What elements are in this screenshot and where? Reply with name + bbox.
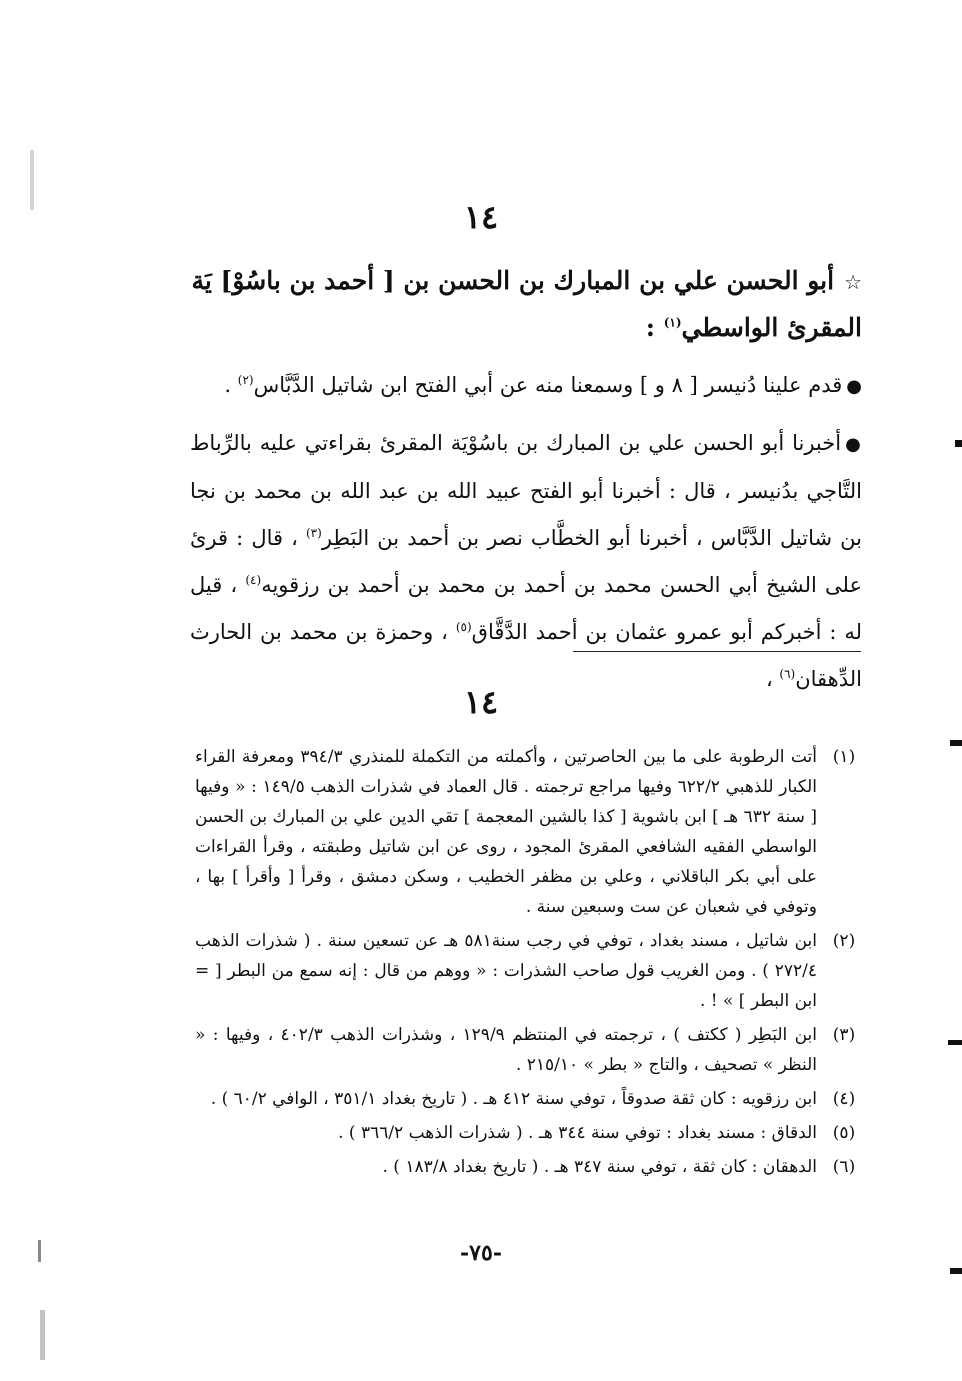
paragraph-2 bbox=[190, 420, 862, 703]
footnote bbox=[195, 1020, 871, 1080]
footnote-ref: (٣) bbox=[305, 526, 322, 540]
footnote-ref: (٥) bbox=[455, 620, 472, 634]
footnote bbox=[195, 1084, 871, 1114]
footnotes-entry-number: ١٤ bbox=[463, 683, 499, 721]
scan-mark bbox=[955, 440, 962, 447]
scan-speck bbox=[30, 150, 34, 210]
footnote bbox=[195, 1118, 871, 1148]
bullet-icon: ● bbox=[845, 434, 862, 455]
footnote-number: (٢) bbox=[832, 931, 856, 951]
footnote-text: ابن البَطِر ( ككتف ) ، ترجمته في المنتظم ١٢٩/٩ ، وشذرات الذهب ٤٠٢/٣ ، وفيها : « النظر » تصحيف ، والتاج « بطر » ٢١٥/١٠ . bbox=[195, 1025, 818, 1075]
heading-end: : bbox=[645, 313, 664, 342]
paragraph-1 bbox=[190, 362, 862, 410]
footnote-text: ابن شاتيل ، مسند بغداد ، توفي في رجب سنة٥٨١ هـ عن تسعين سنة . ( شذرات الذهب ٢٧٢/٤ ) . ومن الغريب قول صاحب الشذرات : « ووهم من قال : إنه سمع من البطر [ = ابن البطر ] » ! . bbox=[195, 931, 817, 1011]
footnote-number: (٦) bbox=[832, 1157, 856, 1177]
footnote-number: (٤) bbox=[832, 1089, 856, 1109]
page-number: -٧٥- bbox=[460, 1240, 502, 1266]
entry-heading bbox=[190, 258, 862, 351]
footnote-text: الدهقان : كان ثقة ، توفي سنة ٣٤٧ هـ . ( تاريخ بغداد ١٨٣/٨ ) . bbox=[382, 1157, 817, 1177]
footnote bbox=[195, 1152, 871, 1182]
paragraph-text: أخبرنا أبو الحسن علي بن المبارك بن باسُوْيَة المقرئ بقراءتي عليه بالرِّباط التَّاجي بدُنيسر ، قال : أخبرنا أبو الفتح عبيد الله بن عبد الله بن محمد بن نجا بن شاتيل الدَّبَّاس ، أخبرنا أبو الخطَّاب نصر بن أحمد بن البَطِر bbox=[190, 431, 862, 550]
footnote-separator bbox=[573, 651, 861, 652]
paragraph-text: ، قال : قرئ على الشيخ أبي الحسن محمد بن أحمد بن محمد بن أحمد بن رزقويه bbox=[190, 526, 862, 597]
scan-mark bbox=[948, 1040, 962, 1045]
paragraph-end: ، bbox=[765, 667, 780, 691]
paragraph-text: ، قيل له : أخبركم أبو عمرو عثمان بن أحمد الدَّقَّاق bbox=[190, 573, 862, 644]
footnote-ref: (٤) bbox=[245, 573, 262, 587]
footnotes bbox=[195, 742, 871, 1186]
paragraph-text: قدم علينا دُنيسر [ ٨ و ] وسمعنا منه عن أبي الفتح ابن شاتيل الدَّبَّاس bbox=[253, 373, 843, 397]
footnote-text: أتت الرطوبة على ما بين الحاصرتين ، وأكملته من التكملة للمنذري ٣٩٤/٣ ومعرفة القراء الكبار للذهبي ٦٢٢/٢ وفيها مراجع ترجمته . قال العماد في شذرات الذهب ١٤٩/٥ : « وفيها [ سنة ٦٣٢ هـ ] ابن باشوية [ كذا بالشين المعجمة ] تقي الدين علي بن المبارك بن الحسن الواسطي الفقيه الشافعي المقرئ المجود ، روى عن ابن شاتيل وطبقته ، وقرأ القراءات على أبي بكر الباقلاني ، وعلي بن مظفر الخطيب ، وسكن دمشق ، وقرأ [ وأقرأ ] بها ، وتوفي في شعبان عن ست وسبعين سنة . bbox=[195, 747, 818, 917]
footnote-number: (٣) bbox=[832, 1025, 856, 1045]
footnote-ref: (٢) bbox=[237, 373, 254, 387]
footnote-text: ابن رزقويه : كان ثقة صدوقاً ، توفي سنة ٤١٢ هـ . ( تاريخ بغداد ٣٥١/١ ، الوافي ٦٠/٢ ) . bbox=[210, 1089, 817, 1109]
scan-mark bbox=[950, 740, 962, 746]
footnote bbox=[195, 742, 871, 922]
scan-speck bbox=[38, 1240, 41, 1262]
footnote-number: (٥) bbox=[832, 1123, 856, 1143]
heading-title: أبو الحسن علي بن المبارك بن الحسن بن [ أحمد بن باسُوْ] يَة المقرئ الواسطي bbox=[191, 266, 862, 342]
paragraph-text: ، وحمزة بن محمد بن الحارث الدِّهقان bbox=[190, 620, 862, 691]
star-icon: ☆ bbox=[844, 270, 862, 294]
footnote-text: الدقاق : مسند بغداد : توفي سنة ٣٤٤ هـ . ( شذرات الذهب ٣٦٦/٢ ) . bbox=[338, 1123, 817, 1143]
scan-speck bbox=[40, 1310, 45, 1360]
footnote-ref: (١) bbox=[663, 315, 682, 330]
footnote-number: (١) bbox=[832, 747, 856, 767]
paragraph-end: . bbox=[224, 373, 238, 397]
entry-number: ١٤ bbox=[463, 198, 499, 236]
bullet-icon: ● bbox=[846, 376, 862, 397]
footnote-ref: (٦) bbox=[779, 667, 796, 681]
scan-mark bbox=[950, 1268, 962, 1274]
footnote bbox=[195, 926, 871, 1016]
